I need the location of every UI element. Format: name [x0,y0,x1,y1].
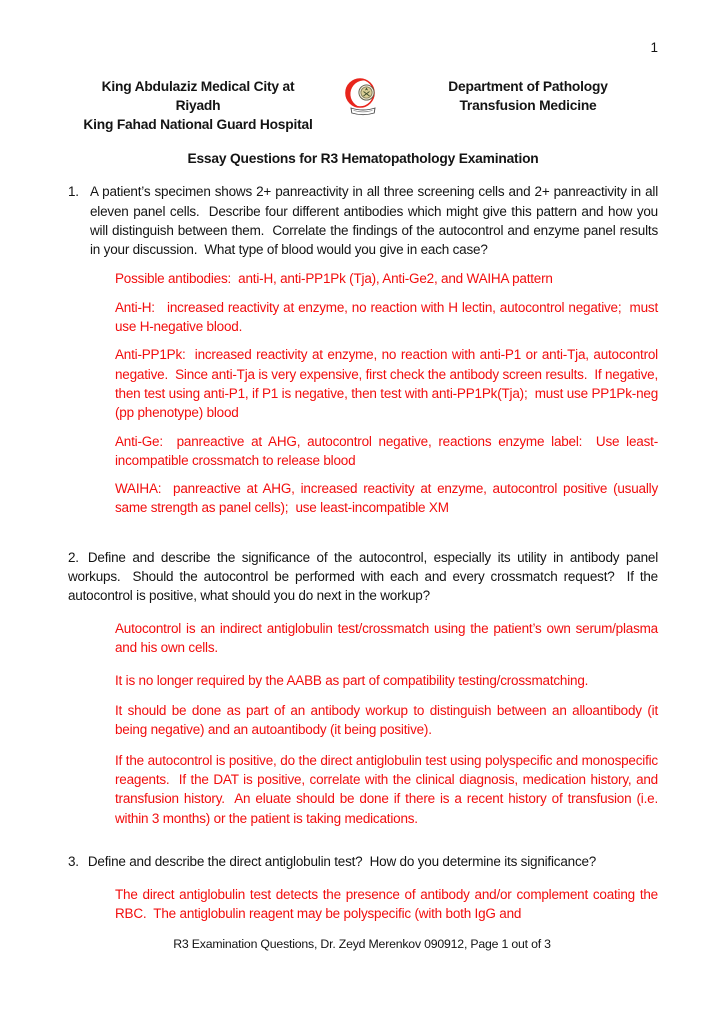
question-1-number: 1. [68,184,79,200]
question-3-number: 3. [68,853,79,869]
answer-paragraph: Anti-H: increased reactivity at enzyme, no reaction with H lectin, autocontrol negative; must use H-negative blood. [115,299,662,335]
answer-paragraph: Anti-PP1Pk: increased reactivity at enzyme, no reaction with anti-P1 or anti-Tja, autocontrol negative. Since anti-Tja is very expensive, first check the antibody screen results. If negative, then test using anti-P1, if P1 is negative, then test with anti-PP1Pk(Tja); must use PP1Pk-neg (pp phenotype) blood [115,347,662,421]
department-line-1: Department of Pathology [448,79,608,94]
document-title: Essay Questions for R3 Hematopathology Examination [187,151,539,166]
institution-name [68,77,328,134]
question-2 [68,548,662,606]
institution-line-2: Riyadh [175,98,221,113]
page-number: 1 [650,40,658,55]
answer-paragraph: WAIHA: panreactive at AHG, increased reactivity at enzyme, autocontrol positive (usually same strength as panel cells); use least-incompatible XM [115,481,662,516]
question-3-text: Define and describe the direct antiglobulin test? How do you determine its significance? [87,853,597,869]
red-crescent-hospital-emblem-icon [344,77,382,117]
answer-paragraph: If the autocontrol is positive, do the direct antiglobulin test using polyspecific and monospecific reagents. If the DAT is positive, correlate with the clinical diagnosis, medication history, and transfusion history. An eluate should be done if there is a recent history of transfusion (i.e. within 3 months) or the patient is taking medications. [115,752,662,826]
question-1-text: A patient’s specimen shows 2+ panreactivity in all three screening cells and 2+ panreactivity in all eleven panel cells. Describe four different antibodies which might give this pattern and how you will distinguish between them. Correlate the findings of the autocontrol and enzyme panel results in your discussion. What type of blood would you give in each case? [90,184,662,258]
question-2-number: 2. [68,549,79,565]
department-name [398,77,658,115]
institution-line-1: King Abdulaziz Medical City at [101,79,295,94]
question-3 [68,852,658,871]
answer-paragraph: Anti-Ge: panreactive at AHG, autocontrol negative, reactions enzyme label: Use least-incompatible crossmatch to release blood [115,433,658,468]
page-footer: R3 Examination Questions, Dr. Zeyd Merenkov 090912, Page 1 out of 3 [0,937,724,952]
answer-paragraph: The direct antiglobulin test detects the presence of antibody and/or complement coating the RBC. The antiglobulin reagent may be polyspecific (with both IgG and [115,887,662,922]
institution-line-3: King Fahad National Guard Hospital [83,117,313,132]
answer-paragraph: Possible antibodies: anti-H, anti-PP1Pk (Tja), Anti-Ge2, and WAIHA pattern [115,271,553,287]
answer-paragraph: It should be done as part of an antibody workup to distinguish between an alloantibody (it being negative) and an autoantibody (it being positive). [115,703,662,738]
letterhead [68,77,658,134]
answer-paragraph: It is no longer required by the AABB as part of compatibility testing/crossmatching. [115,672,589,688]
question-2-text: Define and describe the significance of the autocontrol, especially its utility in antibody panel workups. Should the autocontrol be performed with each and every crossmatch request? If the autocontrol is positive, what should you do next in the workup? [68,549,662,604]
answer-paragraph: Autocontrol is an indirect antiglobulin test/crossmatch using the patient’s own serum/plasma and his own cells. [115,621,662,656]
hospital-logo [328,77,398,117]
department-line-2: Transfusion Medicine [459,98,597,113]
question-1 [68,182,662,259]
